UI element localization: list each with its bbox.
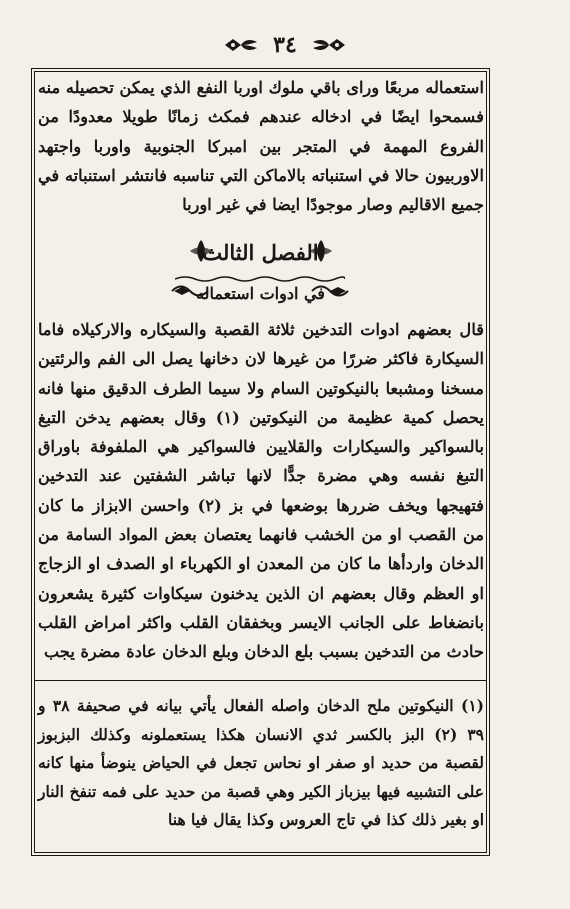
ornament-left-icon: [223, 36, 259, 54]
page-header: [0, 30, 570, 60]
footnotes: (١) النيكوتين ملح الدخان واصله الفعال يأتي بيانه في صحيفة ٣٨ و ٣٩ (٢) البز بالكسر ثدي الانسان هكذا يستعملونه وكذلك البزبوز لقصبة من حديد او صفر او نحاس تجعل في الحياض ينوضأ منها كانه على التشبيه فيها بيزباز الكير وهي قصبة من حديد على فمه تنفخ النار او بغير ذلك كذا في تاج العروس وكذا يقال فيا هنا: [38, 696, 484, 830]
page-number: ٣٤: [273, 32, 297, 58]
title-rule: [175, 275, 345, 283]
body-paragraph: قال بعضهم ادوات التدخين ثلاثة القصبة والسيكاره والاركيلاه فاما السيكارة فاكثر ضررًا من غيرها لان دخانها يصل الى الفم والرئتين مسخنا ومشبعا بالنيكوتين السام ولا سيما الطرف الدقيق منها فانه يحصل كمية عظيمة من النيكوتين (١) وقال بعضهم يدخن التبغ بالسواكير والسيكارات والقلايين فالسواكير هي الملفوفة باوراق التبغ نفسه وهي مضرة جدًّا لانها تباشر الشفتين عند التدخين فتهيجها ويخف ضررها بوضعها في بز (٢) واحسن الابزاز ما كان من القصب او من الخشب فانهما يعتصان بعض المواد السامة من الدخان واردأها ما كان من المعدن او الكهرباء او الصدف او الزجاج او العظم وقال بعضهم ان الذين يدخنون سيكاوات كثيرة يشعرون بانضغاط على الجانب الايسر وبخفقان القلب واكثر امراض القلب حادث من التدخين بسبب بلع الدخان وبلع الدخان عادة مضرة يجب: [38, 320, 484, 662]
footnote-divider: [34, 680, 486, 681]
intro-paragraph: استعماله مربعًا وراى باقي ملوك اوربا النفع الذي يمكن تحصيله منه فسمحوا ايضًا في ادخاله عندهم فمكث زمانًا طويلا معدودًا من الفروع المهمة في المتجر بين امبركا الجنوبية واوربا واجتهد الاوربيون حالا في استنباته بالاماكن التي تناسبه فانتشر استنباته في جميع الاقاليم وصار موجودًا ايضا في غير اوربا: [38, 78, 484, 215]
chapter-title: الفصل الثالث: [202, 240, 319, 265]
ornament-right-icon: [311, 36, 347, 54]
chapter-subtitle: في ادوات استعماله: [196, 284, 325, 303]
